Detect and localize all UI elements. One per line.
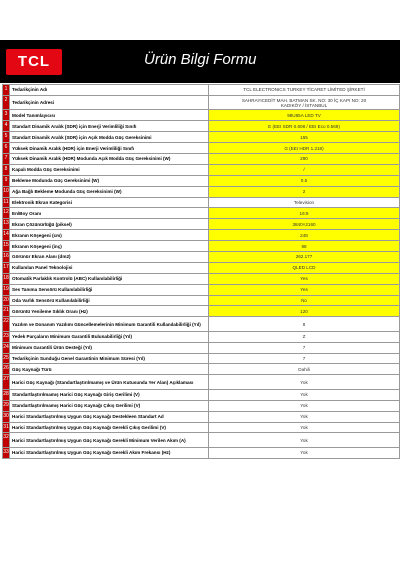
row-value: Yok bbox=[300, 450, 308, 456]
row-number: 5 bbox=[3, 132, 10, 142]
table-row bbox=[3, 230, 399, 241]
row-number: 10 bbox=[3, 187, 10, 197]
row-value: Yok bbox=[300, 392, 308, 398]
header-bar bbox=[0, 40, 400, 83]
row-label: Harici Standartlaştırılmış Uygun Güç Kaynağı Gerekli Minimum Verilen Akım (A) bbox=[10, 433, 209, 447]
row-value: 98 bbox=[209, 241, 399, 251]
row-value: SAHRAYICEDİT MAH. BATMAN SK. NO: 30 İÇ KAPI NO: 20 KADIKÖY / İSTANBUL bbox=[241, 97, 367, 108]
table-row bbox=[3, 110, 399, 121]
row-value: Yok bbox=[300, 403, 308, 409]
row-number: 31 bbox=[3, 423, 10, 433]
row-value: No bbox=[209, 296, 399, 306]
row-label: Ses Tanıma Sensörü Kullanılabilirliği bbox=[10, 285, 209, 295]
row-label: Harici Güç Kaynağı (Standartlaştırılmamış ve Ürün Kutusunda Yer Alan) Açıklaması bbox=[10, 375, 209, 389]
row-label: Standart Dinamik Aralık (SDR) için Enerji Verimliliği Sınıfı bbox=[10, 121, 209, 131]
row-label: Harici Standartlaştırılmış Uygun Güç Kaynağı Gerekli Akım Frekansı (Hz) bbox=[10, 448, 209, 458]
row-label: Tedarikçinin Adı bbox=[10, 85, 209, 95]
row-value: 7 bbox=[302, 345, 306, 351]
row-number: 6 bbox=[3, 143, 10, 153]
row-value: 290 bbox=[209, 154, 399, 164]
table-row bbox=[3, 198, 399, 209]
row-number: 24 bbox=[3, 343, 10, 353]
row-value: E (EEI SDR 0.608 / EEI Eco 0.569) bbox=[209, 121, 399, 131]
row-number: 8 bbox=[3, 165, 10, 175]
row-number: 25 bbox=[3, 354, 10, 364]
row-label: Görünür Ekran Alanı (dm2) bbox=[10, 252, 209, 262]
row-number: 22 bbox=[3, 317, 10, 331]
row-label: Güç Kaynağı Türü bbox=[10, 364, 209, 374]
row-label: Ekranın Köşegeni (inç) bbox=[10, 241, 209, 251]
row-label: Tedarikçinin Sunduğu Genel Garantinin Minimum Süresi (Yıl) bbox=[10, 354, 209, 364]
row-number: 7 bbox=[3, 154, 10, 164]
table-row bbox=[3, 296, 399, 307]
table-row bbox=[3, 364, 399, 375]
row-label: Standartlaştırılmamış Harici Güç Kaynağı Giriş Gerilimi (V) bbox=[10, 390, 209, 400]
row-value: 155 bbox=[209, 132, 399, 142]
table-row bbox=[3, 121, 399, 132]
table-row bbox=[3, 306, 399, 317]
row-number: 12 bbox=[3, 208, 10, 218]
row-label: Ağa Bağlı Bekleme Modunda Güç Gereksinimi (W) bbox=[10, 187, 209, 197]
row-number: 23 bbox=[3, 332, 10, 342]
table-row bbox=[3, 219, 399, 230]
row-value: Yok bbox=[300, 379, 308, 385]
table-row bbox=[3, 274, 399, 285]
table-row bbox=[3, 165, 399, 176]
table-row bbox=[3, 241, 399, 252]
row-label: Tedarikçinin Adresi bbox=[10, 96, 209, 110]
table-row bbox=[3, 401, 399, 412]
row-number: 11 bbox=[3, 198, 10, 208]
table-row bbox=[3, 448, 399, 459]
row-number: 27 bbox=[3, 375, 10, 389]
row-value: 2 bbox=[209, 187, 399, 197]
row-label: Ekranın Köşegeni (cm) bbox=[10, 230, 209, 240]
row-value: TCL ELECTRONICS TURKEY TİCARET LİMİTED ŞİRKETİ bbox=[243, 87, 365, 93]
row-label: Yazılım ve Donanım Yazılımı Güncellemelerinin Minimum Garantili Kullanılabilirliği (Yıl) bbox=[10, 317, 209, 331]
row-label: Yedek Parçaların Minimum Garantili Bulunabilirliği (Yıl) bbox=[10, 332, 209, 342]
row-value: 16:9 bbox=[209, 208, 399, 218]
row-value: 8 bbox=[302, 321, 306, 327]
row-value: QLED LCD bbox=[209, 263, 399, 273]
row-label: Model Tanımlayıcısı bbox=[10, 110, 209, 120]
row-value: 262.177 bbox=[209, 252, 399, 262]
row-number: 16 bbox=[3, 252, 10, 262]
row-value: Yes bbox=[209, 285, 399, 295]
table-row bbox=[3, 85, 399, 96]
row-value: 98U85A LED TV bbox=[209, 110, 399, 120]
table-row bbox=[3, 263, 399, 274]
row-number: 20 bbox=[3, 296, 10, 306]
row-value: Yok bbox=[300, 437, 308, 443]
table-row bbox=[3, 343, 399, 354]
table-row bbox=[3, 252, 399, 263]
table-row bbox=[3, 176, 399, 187]
row-number: 2 bbox=[3, 96, 10, 110]
row-number: 3 bbox=[3, 110, 10, 120]
table-row bbox=[3, 154, 399, 165]
row-value: 0.5 bbox=[209, 176, 399, 186]
row-label: En/Boy Oranı bbox=[10, 208, 209, 218]
table-row bbox=[3, 423, 399, 434]
row-number: 13 bbox=[3, 219, 10, 229]
row-number: 30 bbox=[3, 412, 10, 422]
page-title: Ürün Bilgi Formu bbox=[144, 51, 257, 68]
row-number: 33 bbox=[3, 448, 10, 458]
tcl-logo: TCL bbox=[6, 49, 62, 75]
row-value: Yok bbox=[300, 414, 308, 420]
row-label: Kullanılan Panel Teknolojisi bbox=[10, 263, 209, 273]
row-value: G (EEI HDR 1.218) bbox=[209, 143, 399, 153]
row-label: Yüksek Dinamik Aralık (HDR) için Enerji Verimliliği Sınıfı bbox=[10, 143, 209, 153]
table-row bbox=[3, 285, 399, 296]
row-value: 248 bbox=[209, 230, 399, 240]
row-value: Television bbox=[293, 199, 315, 205]
table-row bbox=[3, 332, 399, 343]
row-value: 3840×2160 bbox=[209, 219, 399, 229]
row-number: 9 bbox=[3, 176, 10, 186]
row-value: Z bbox=[302, 334, 306, 340]
row-value: 7 bbox=[302, 356, 306, 362]
row-number: 28 bbox=[3, 390, 10, 400]
row-number: 17 bbox=[3, 263, 10, 273]
row-number: 21 bbox=[3, 306, 10, 316]
row-number: 1 bbox=[3, 85, 10, 95]
row-label: Yüksek Dinamik Aralık (HDR) Modunda Açık Modda Güç Gereksinimi (W) bbox=[10, 154, 209, 164]
row-value: Dahili bbox=[298, 366, 310, 372]
row-number: 26 bbox=[3, 364, 10, 374]
table-row bbox=[3, 96, 399, 111]
table-row bbox=[3, 208, 399, 219]
table-row bbox=[3, 317, 399, 332]
row-number: 29 bbox=[3, 401, 10, 411]
table-row bbox=[3, 375, 399, 390]
row-number: 15 bbox=[3, 241, 10, 251]
row-number: 14 bbox=[3, 230, 10, 240]
row-value: 120 bbox=[209, 306, 399, 316]
table-row bbox=[3, 390, 399, 401]
row-label: Kapalı Modda Güç Gereksinimi bbox=[10, 165, 209, 175]
row-number: 19 bbox=[3, 285, 10, 295]
row-label: Bekleme Modunda Güç Gereksinimi (W) bbox=[10, 176, 209, 186]
table-row bbox=[3, 412, 399, 423]
table-row bbox=[3, 143, 399, 154]
table-row bbox=[3, 132, 399, 143]
row-label: Elektronik Ekran Kategorisi bbox=[10, 198, 209, 208]
row-label: Oda Varlık Sensörü Kullanılabilirliği bbox=[10, 296, 209, 306]
row-label: Görüntü Yenileme Sıklık Oranı (Hz) bbox=[10, 306, 209, 316]
row-number: 32 bbox=[3, 433, 10, 447]
table-row bbox=[3, 354, 399, 365]
row-number: 18 bbox=[3, 274, 10, 284]
row-label: Standart Dinamik Aralık (SDR) için Açık Modda Güç Gereksinimi bbox=[10, 132, 209, 142]
row-label: Ekran Çözünürlüğü (piksel) bbox=[10, 219, 209, 229]
table-row bbox=[3, 187, 399, 198]
product-info-table bbox=[2, 84, 400, 459]
row-label: Otomatik Parlaklık Kontrolü (ABC) Kullanılabilirliği bbox=[10, 274, 209, 284]
row-label: Harici Standartlaştırılmış Uygun Güç Kaynağı Destekleen Standart Ad bbox=[10, 412, 209, 422]
row-label: Minimum Garantili Ürün Desteği (Yıl) bbox=[10, 343, 209, 353]
row-value: Yok bbox=[300, 424, 308, 430]
row-label: Standartlaştırılmamış Harici Güç Kaynağı Çıkış Gerilimi (V) bbox=[10, 401, 209, 411]
table-row bbox=[3, 433, 399, 448]
row-value: / bbox=[209, 165, 399, 175]
row-value: Yes bbox=[209, 274, 399, 284]
row-label: Harici Standartlaştırılmış Uygun Güç Kaynağı Gerekli Çıkış Gerilimi (V) bbox=[10, 423, 209, 433]
row-number: 4 bbox=[3, 121, 10, 131]
